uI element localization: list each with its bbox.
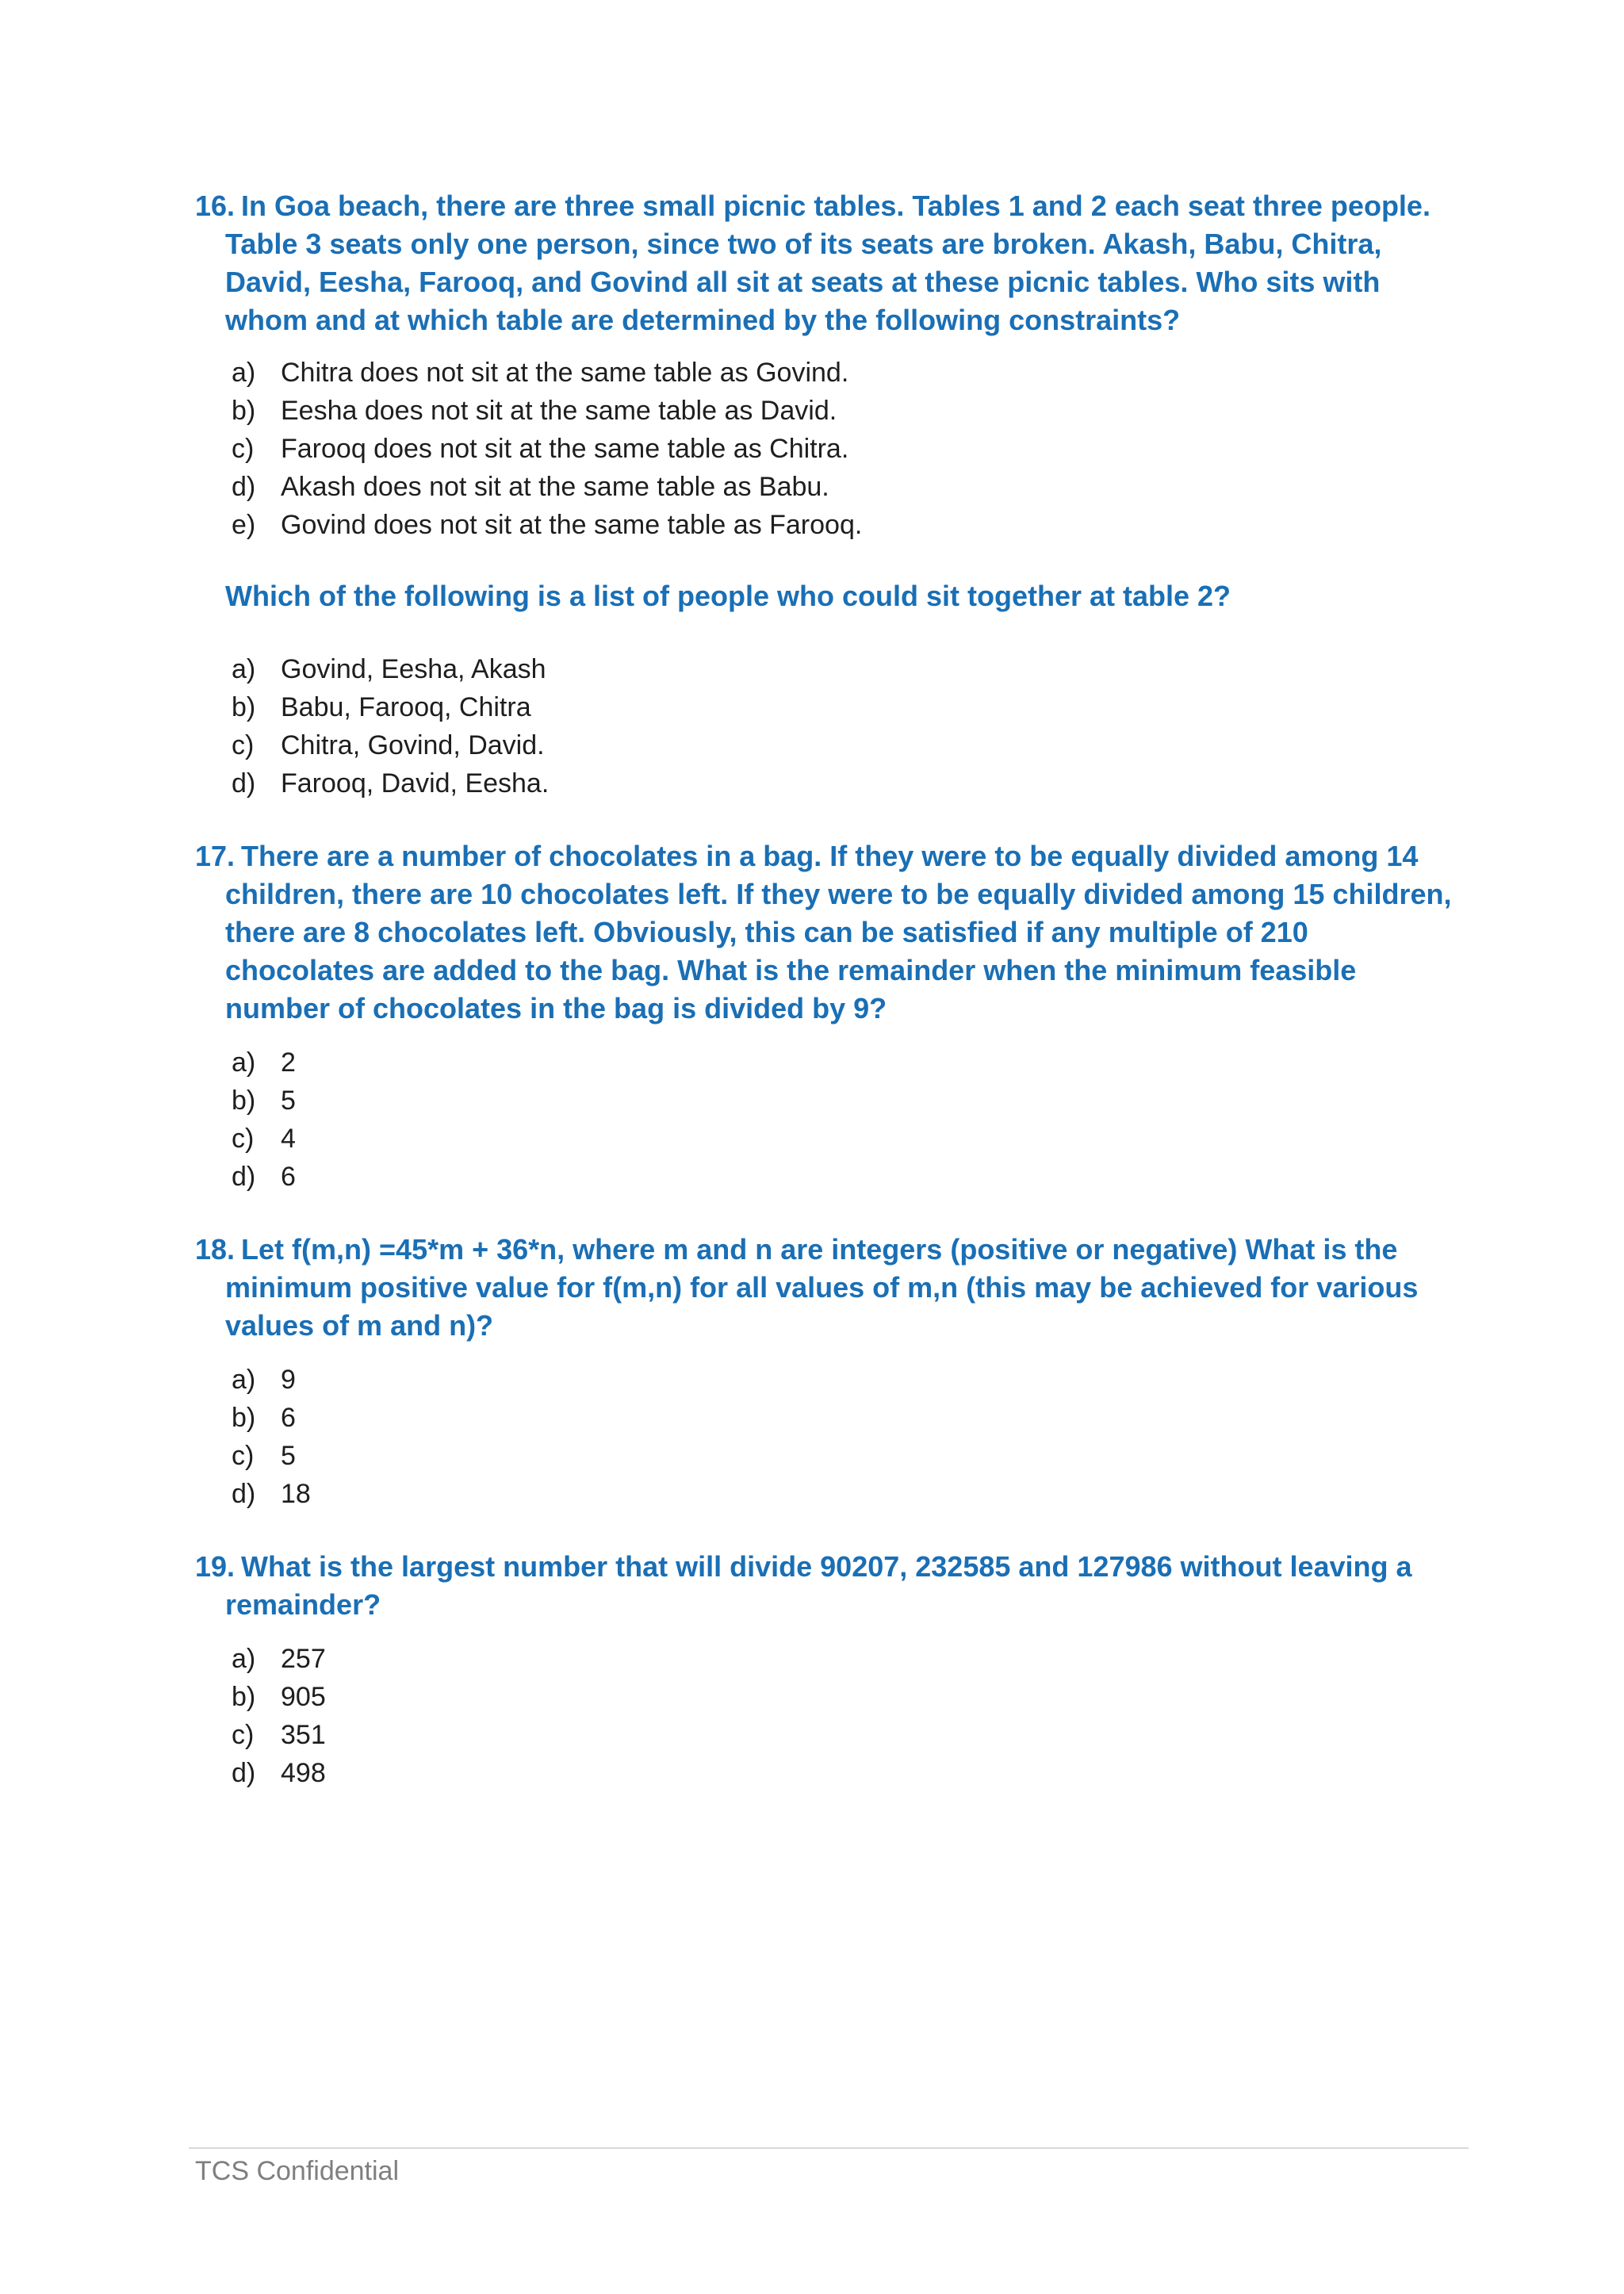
question-content — [195, 187, 1464, 1792]
constraint-item — [232, 392, 1464, 430]
question-17-text — [195, 837, 1464, 1028]
option-text: 257 — [281, 1644, 326, 1674]
option-text: 18 — [281, 1479, 311, 1509]
constraint-item — [232, 468, 1464, 506]
question-stem: In Goa beach, there are three small picnic tables. Tables 1 and 2 each seat three people. Table 3 seats only one person, since two of its seats are broken. Akash, Babu, Chitra, David, Eesha, Farooq, and Govind all sit at seats at these picnic tables. Who sits with whom and at which table are determined by the following constraints? — [225, 190, 1431, 336]
option-text: 5 — [281, 1441, 296, 1471]
option-letter: b) — [232, 1403, 256, 1433]
question-18 — [195, 1231, 1464, 1513]
option-text: 351 — [281, 1720, 326, 1750]
answer-option[interactable] — [232, 1475, 1464, 1513]
option-letter: d) — [232, 472, 256, 502]
option-text: Govind, Eesha, Akash — [281, 654, 546, 684]
answer-option[interactable] — [232, 688, 1464, 726]
question-stem: What is the largest number that will divide 90207, 232585 and 127986 without leaving a remainder? — [225, 1550, 1412, 1621]
answer-options — [195, 650, 1464, 802]
footer-divider — [189, 2147, 1469, 2149]
option-text: Govind does not sit at the same table as Farooq. — [281, 510, 863, 540]
option-letter: b) — [232, 1086, 256, 1116]
option-letter: a) — [232, 1644, 256, 1674]
option-text: 9 — [281, 1365, 296, 1395]
option-letter: a) — [232, 1047, 256, 1078]
option-letter: b) — [232, 1682, 256, 1712]
answer-option[interactable] — [232, 1044, 1464, 1082]
option-letter: d) — [232, 768, 256, 798]
constraint-item — [232, 354, 1464, 392]
option-letter: b) — [232, 692, 256, 722]
option-text: Farooq, David, Eesha. — [281, 768, 550, 798]
question-16-subquestion: Which of the following is a list of people who could sit together at table 2? — [225, 580, 1231, 612]
answer-option[interactable] — [232, 1082, 1464, 1120]
question-19-text — [195, 1548, 1464, 1624]
answer-option[interactable] — [232, 1640, 1464, 1678]
option-letter: d) — [232, 1479, 256, 1509]
option-text: 6 — [281, 1403, 296, 1433]
question-16 — [195, 187, 1464, 802]
option-text: Farooq does not sit at the same table as Chitra. — [281, 434, 849, 464]
answer-options — [195, 1361, 1464, 1513]
option-letter: c) — [232, 730, 255, 760]
option-text: Babu, Farooq, Chitra — [281, 692, 531, 722]
answer-option[interactable] — [232, 726, 1464, 764]
option-letter: b) — [232, 396, 256, 426]
constraint-item — [232, 430, 1464, 468]
answer-options — [195, 1044, 1464, 1196]
option-text: 4 — [281, 1124, 296, 1154]
question-number: 16. — [195, 190, 236, 222]
answer-options — [195, 1640, 1464, 1792]
option-text: 6 — [281, 1162, 296, 1192]
question-stem: Let f(m,n) =45*m + 36*n, where m and n are integers (positive or negative) What is the minimum positive value for f(m,n) for all values of m,n (this may be achieved for various values of m and n)? — [225, 1233, 1419, 1342]
option-text: 2 — [281, 1047, 296, 1078]
option-text: Akash does not sit at the same table as Babu. — [281, 472, 829, 502]
option-text: 5 — [281, 1086, 296, 1116]
option-text: Chitra, Govind, David. — [281, 730, 545, 760]
answer-option[interactable] — [232, 1716, 1464, 1754]
answer-option[interactable] — [232, 1361, 1464, 1399]
answer-option[interactable] — [232, 1120, 1464, 1158]
option-letter: c) — [232, 1124, 255, 1154]
question-stem: There are a number of chocolates in a bag. If they were to be equally divided among 14 children, there are 10 chocolates left. If they were to be equally divided among 15 children, there are 8 chocolates left. Obviously, this can be satisfied if any multiple of 210 chocolates are added to the bag. What is the remainder when the minimum feasible number of chocolates in the bag is divided by 9? — [225, 840, 1452, 1024]
question-number: 19. — [195, 1550, 236, 1583]
answer-option[interactable] — [232, 764, 1464, 802]
question-number: 18. — [195, 1233, 236, 1266]
answer-option[interactable] — [232, 1437, 1464, 1475]
constraint-list — [195, 354, 1464, 544]
option-letter: e) — [232, 510, 256, 540]
answer-option[interactable] — [232, 1678, 1464, 1716]
option-letter: c) — [232, 1720, 255, 1750]
option-text: Eesha does not sit at the same table as David. — [281, 396, 837, 426]
answer-option[interactable] — [232, 1399, 1464, 1437]
footer-label: TCS Confidential — [195, 2156, 400, 2186]
option-letter: a) — [232, 654, 256, 684]
question-18-text — [195, 1231, 1464, 1345]
option-text: 498 — [281, 1758, 326, 1788]
option-letter: c) — [232, 434, 255, 464]
option-letter: a) — [232, 1365, 256, 1395]
option-letter: a) — [232, 358, 256, 388]
option-text: 905 — [281, 1682, 326, 1712]
question-16-text — [195, 187, 1464, 339]
question-17 — [195, 837, 1464, 1196]
answer-option[interactable] — [232, 650, 1464, 688]
question-19 — [195, 1548, 1464, 1792]
option-letter: d) — [232, 1162, 256, 1192]
option-letter: d) — [232, 1758, 256, 1788]
option-text: Chitra does not sit at the same table as Govind. — [281, 358, 849, 388]
constraint-item — [232, 506, 1464, 544]
option-letter: c) — [232, 1441, 255, 1471]
question-number: 17. — [195, 840, 236, 872]
answer-option[interactable] — [232, 1158, 1464, 1196]
answer-option[interactable] — [232, 1754, 1464, 1792]
